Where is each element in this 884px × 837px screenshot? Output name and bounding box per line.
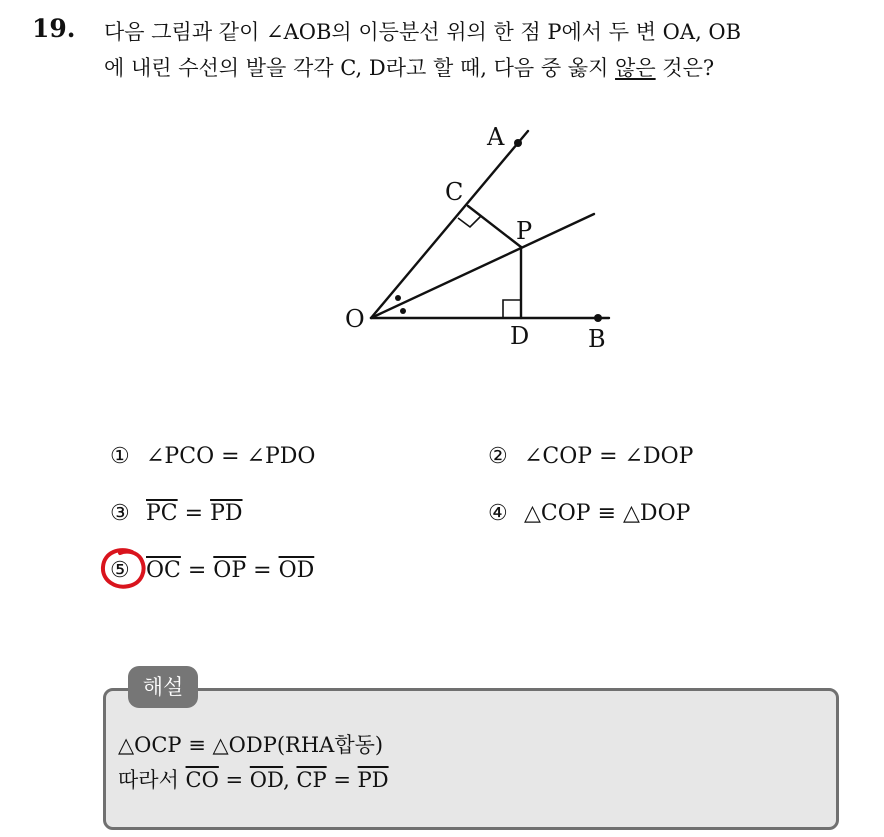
angle-mark-dot-upper — [395, 295, 401, 301]
selected-answer-mark — [98, 546, 150, 592]
point-A — [514, 139, 522, 147]
math-text: = — [326, 768, 358, 792]
question-text-part: 에 내린 수선의 발을 각각 C, D라고 할 때, 다음 중 옳지 — [104, 56, 616, 80]
math-text: = — [180, 558, 214, 583]
overlined-segment: $\overline{CP}$ — [296, 768, 327, 792]
segment-PC — [468, 206, 521, 247]
overlined-segment: $\overline{PD}$ — [357, 768, 389, 792]
choice-number: ② — [488, 444, 508, 469]
explanation-line2 — [118, 764, 389, 794]
choice-4[interactable] — [488, 501, 690, 526]
overlined-segment: $\overline{OP}$ — [213, 558, 247, 583]
overlined-segment: $\overline{OD}$ — [278, 558, 315, 583]
overlined-segment: $\overline{PD}$ — [210, 501, 243, 526]
ray-OA — [371, 131, 528, 318]
underlined-word: 않은 — [615, 56, 656, 80]
math-text: = — [177, 501, 211, 526]
math-text: 따라서 — [118, 768, 186, 792]
label-P: P — [516, 217, 533, 245]
math-text: = — [246, 558, 279, 583]
math-text: ∠PCO = ∠PDO — [146, 444, 316, 469]
choice-number: ⑤ — [110, 558, 130, 583]
question-number: 19. — [32, 14, 76, 43]
choice-3[interactable] — [110, 501, 243, 526]
label-D: D — [510, 322, 530, 350]
point-B — [594, 314, 602, 322]
bisector-ray — [371, 214, 594, 318]
label-A: A — [487, 123, 505, 151]
math-text: ∠COP = ∠DOP — [524, 444, 694, 469]
overlined-segment: $\overline{CO}$ — [185, 768, 219, 792]
choice-number: ③ — [110, 501, 130, 526]
overlined-segment: $\overline{OD}$ — [249, 768, 284, 792]
question-text-part: 것은? — [655, 56, 715, 80]
choice-number: ① — [110, 444, 130, 469]
math-text: , — [283, 768, 297, 792]
explanation-line1: △OCP ≡ △ODP(RHA합동) — [118, 733, 384, 757]
label-O: O — [345, 305, 365, 333]
angle-mark-dot-lower — [400, 308, 406, 314]
label-B: B — [588, 325, 606, 353]
choice-1[interactable] — [110, 444, 315, 469]
right-angle-mark-D — [503, 300, 521, 318]
overlined-segment: $\overline{PC}$ — [146, 501, 178, 526]
choice-number: ④ — [488, 501, 508, 526]
explanation-title: 해설 — [128, 666, 198, 708]
explanation-box — [103, 688, 839, 830]
question-text-line1: 다음 그림과 같이 ∠AOB의 이등분선 위의 한 점 P에서 두 변 OA, OB — [104, 20, 742, 44]
math-text: △COP ≡ △DOP — [524, 501, 691, 526]
right-angle-mark-C — [458, 216, 481, 227]
choice-2[interactable] — [488, 444, 693, 469]
label-C: C — [445, 178, 464, 206]
math-text: = — [218, 768, 250, 792]
overlined-segment: $\overline{OC}$ — [146, 558, 181, 583]
